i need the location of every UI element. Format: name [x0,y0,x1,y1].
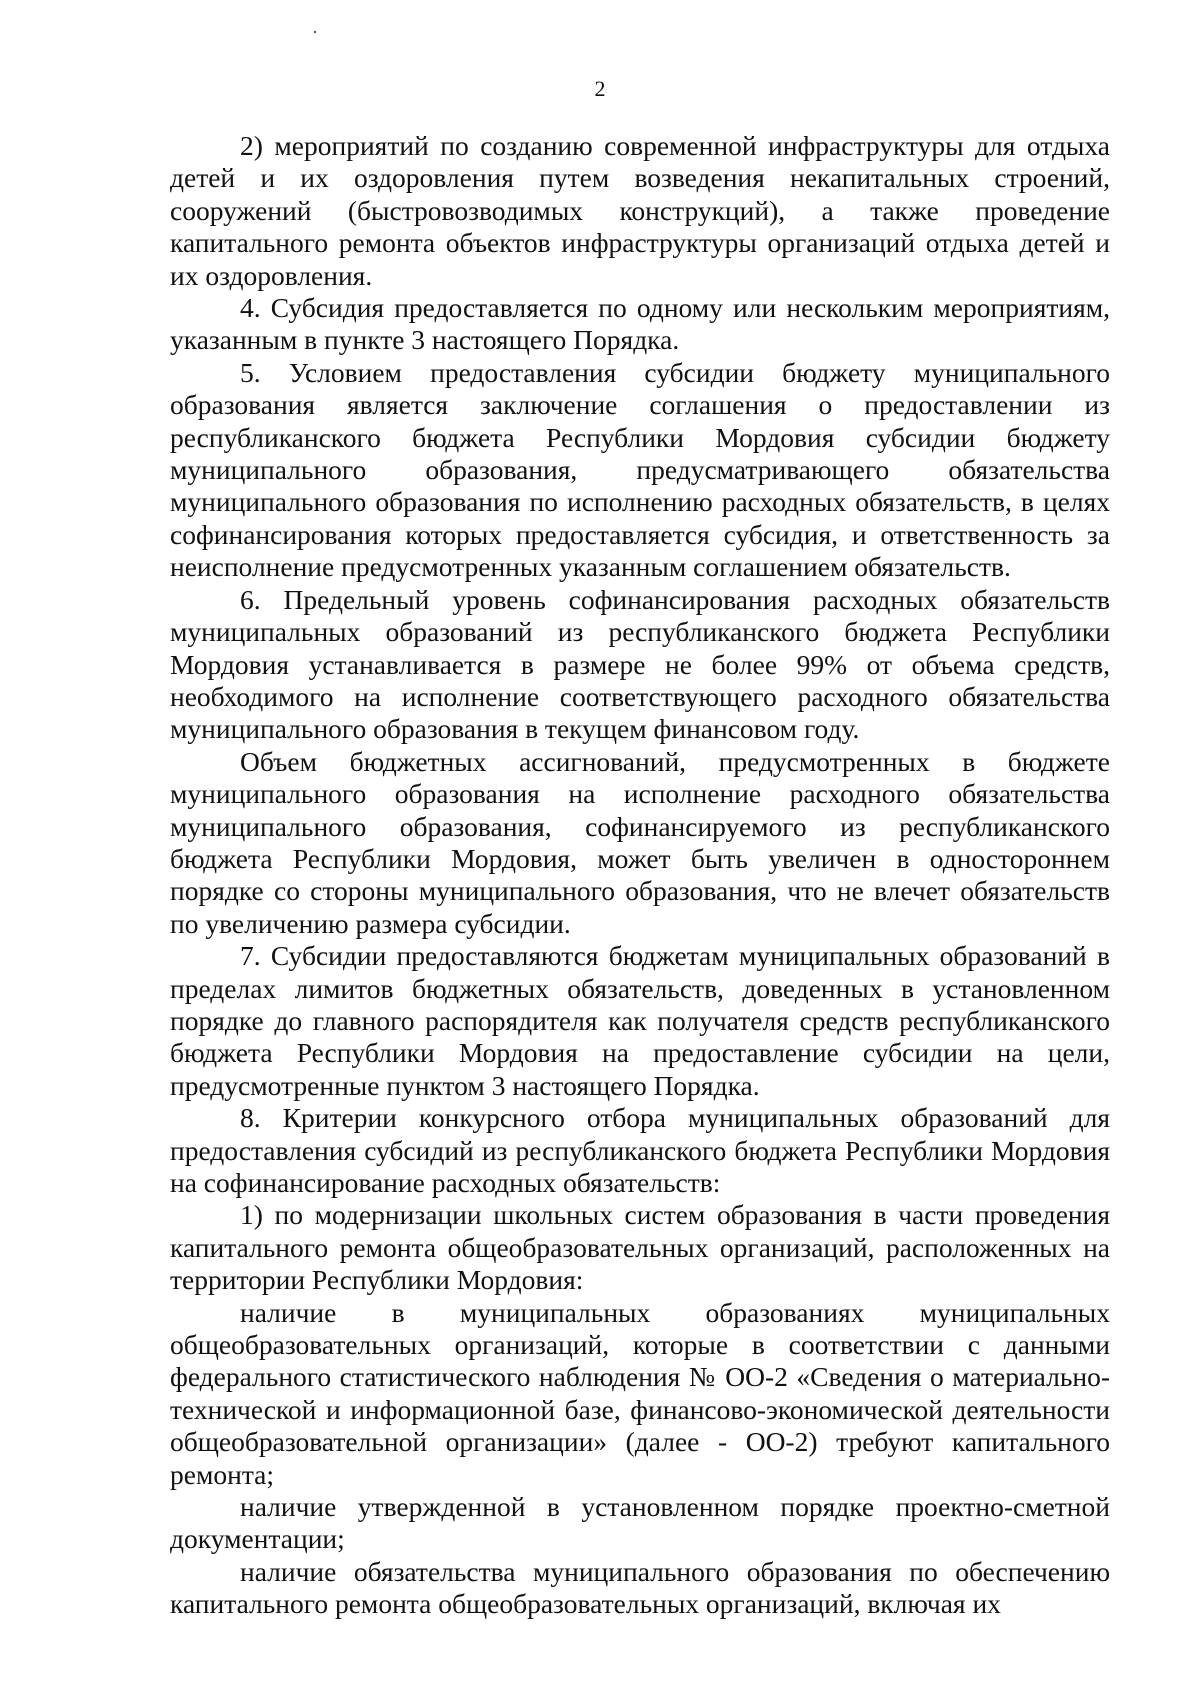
paragraph-7-limits: 7. Субсидии предоставляются бюджетам муниципальных образований в пределах лимитов бюджетных обязательств, доведенных в установленном порядке до главного распорядителя как получателя средств республиканского бюджета Республики Мордовия на предоставление субсидии на цели, предусмотренные пунктом 3 настоящего Порядка. [170,940,1110,1101]
paragraph-criteria-documentation: наличие утвержденной в установленном порядке проектно-сметной документации; [170,1491,1110,1555]
page-number: 2 [594,76,606,101]
paragraph-budget-allocations: Объем бюджетных ассигнований, предусмотренных в бюджете муниципального образования на исполнение расходного обязательства муниципального образования, софинансируемого из республиканского бюджета Республики Мордовия, может быть увеличен в одностороннем порядке со стороны муниципального образования, что не влечет обязательств по увеличению размера субсидии. [170,745,1110,939]
paragraph-5-conditions: 5. Условием предоставления субсидии бюджету муниципального образования является заключение соглашения о предоставлении из республиканского бюджета Республики Мордовия субсидии бюджету муниципального образования, предусматривающего обязательства муниципального образования по исполнению расходных обязательств, в целях софинансирования которых предоставляется субсидия, и ответственность за неисполнение предусмотренных указанным соглашением обязательств. [170,356,1110,583]
paragraph-criteria-obligation: наличие обязательства муниципального образования по обеспечению капитального ремонта общеобразовательных организаций, включая их [170,1555,1110,1620]
paragraph-8-criteria: 8. Критерии конкурсного отбора муниципальных образований для предоставления субсидий из республиканского бюджета Республики Мордовия на софинансирование расходных обязательств: [170,1102,1110,1198]
document-body [170,130,1110,1621]
scan-speck [314,31,316,33]
paragraph-criteria-1-modernization: 1) по модернизации школьных систем образования в части проведения капитального ремонта общеобразовательных организаций, расположенных на территории Республики Мордовия: [170,1199,1110,1296]
paragraph-6-cofinancing-level: 6. Предельный уровень софинансирования расходных обязательств муниципальных образований из республиканского бюджета Республики Мордовия устанавливается в размере не более 99% от объема средств, необходимого на исполнение соответствующего расходного обязательства муниципального образования в текущем финансовом году. [170,583,1110,745]
paragraph-2-infrastructure: 2) мероприятий по созданию современной инфраструктуры для отдыха детей и их оздоровления путем возведения некапитальных строений, сооружений (быстровозводимых конструкций), а также проведение капитального ремонта объектов инфраструктуры организаций отдыха детей и их оздоровления. [170,130,1110,291]
paragraph-criteria-schools: наличие в муниципальных образованиях муниципальных общеобразовательных организаций, которые в соответствии с данными федерального статистического наблюдения № ОО-2 «Сведения о материально-технической и информационной базе, финансово-экономической деятельности общеобразовательной организации» (далее - ОО-2) требуют капитального ремонта; [170,1296,1110,1490]
paragraph-4-subsidy-events: 4. Субсидия предоставляется по одному или нескольким мероприятиям, указанным в пункте 3 настоящего Порядка. [170,292,1110,356]
